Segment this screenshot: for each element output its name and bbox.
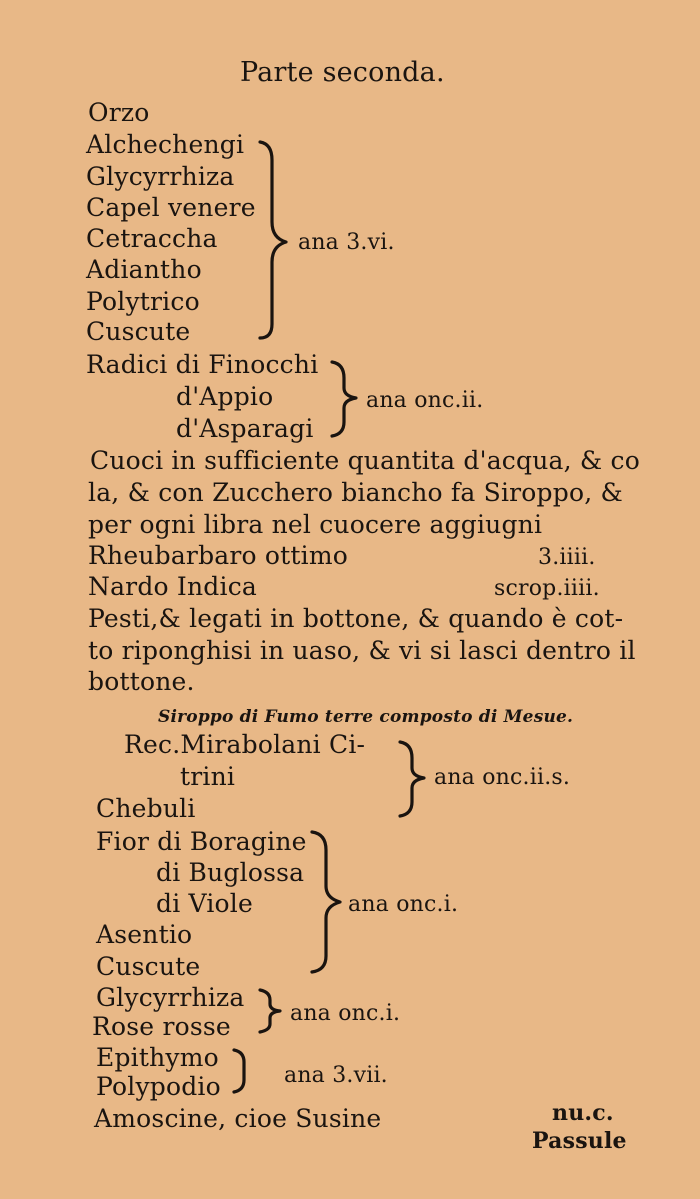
measure-qty: 3.iiii.: [538, 545, 596, 570]
ingredient: Glycyrrhiza: [86, 162, 235, 191]
brace: [398, 740, 434, 818]
text-line: to riponghisi in uaso, & vi si lasci dentro il: [88, 636, 636, 665]
page-title: Parte seconda.: [240, 57, 445, 88]
ingredient: Capel venere: [86, 193, 256, 222]
measure-name: Rheubarbaro ottimo: [88, 541, 349, 570]
ingredient: d'Asparagi: [176, 414, 314, 443]
brace: [310, 830, 350, 974]
text-line: per ogni libra nel cuocere aggiugni: [88, 510, 543, 539]
measure-qty: nu.c.: [552, 1100, 614, 1126]
ingredient: di Buglossa: [156, 858, 305, 887]
ingredient: Cuscute: [86, 317, 191, 346]
ingredient: Rec.Mirabolani Ci-: [124, 730, 366, 759]
text-line: bottone.: [88, 667, 195, 696]
brace: [330, 360, 366, 438]
dose-label: ana onc.i.: [290, 1001, 401, 1026]
ingredient: Fior di Boragine: [96, 827, 307, 856]
ingredient: Polytrico: [86, 287, 200, 316]
ingredient: Polypodio: [96, 1072, 221, 1101]
dose-label: ana onc.i.: [348, 892, 459, 917]
text-line: Pesti,& legati in bottone, & quando è cot-: [88, 604, 624, 633]
ingredient: Chebuli: [96, 794, 196, 823]
ingredient: Glycyrrhiza: [96, 983, 245, 1012]
ingredient: Asentio: [96, 920, 193, 949]
text-line: la, & con Zucchero biancho fa Siroppo, &: [88, 478, 623, 507]
dose-label: ana onc.ii.s.: [434, 765, 571, 790]
ingredient: trini: [180, 762, 236, 791]
brace: [232, 1048, 252, 1094]
brace: [258, 988, 288, 1034]
ingredient: Orzo: [88, 98, 150, 127]
measure-name: Nardo Indica: [88, 572, 258, 601]
dose-label: ana 3.vii.: [284, 1063, 388, 1088]
ingredient: Radici di Finocchi: [86, 350, 319, 379]
ingredient: Cuscute: [96, 952, 201, 981]
ingredient: Alchechengi: [86, 130, 245, 159]
text-line: Amoscine, cioe Susine: [94, 1104, 382, 1133]
catchword: Passule: [532, 1128, 627, 1154]
ingredient: di Viole: [156, 889, 253, 918]
text-line: Cuoci in sufficiente quantita d'acqua, & co: [90, 446, 640, 475]
ingredient: Cetraccha: [86, 224, 218, 253]
ingredient: Adiantho: [86, 255, 202, 284]
measure-qty: scrop.iiii.: [494, 576, 600, 601]
dose-label: ana onc.ii.: [366, 388, 484, 413]
brace: [258, 140, 298, 340]
ingredient: d'Appio: [176, 382, 274, 411]
ingredient: Epithymo: [96, 1043, 219, 1072]
ingredient: Rose rosse: [92, 1012, 231, 1041]
dose-label: ana 3.vi.: [298, 230, 395, 255]
section-subtitle: Siroppo di Fumo terre composto di Mesue.: [158, 707, 574, 727]
